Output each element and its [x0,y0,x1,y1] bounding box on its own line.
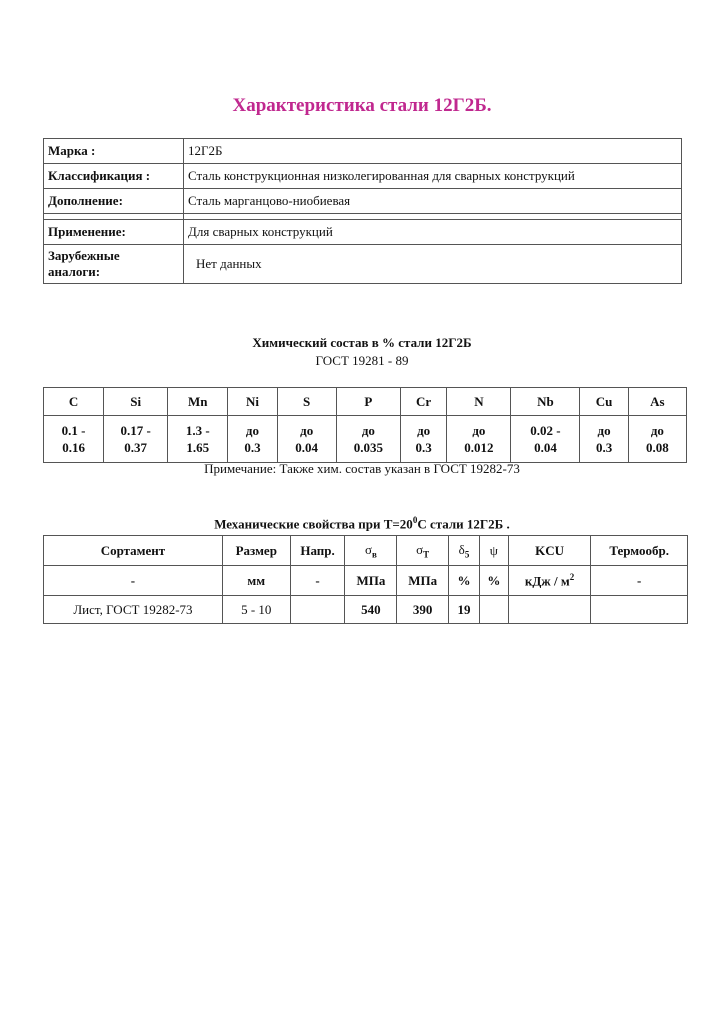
info-label: Классификация : [44,164,184,189]
info-label [44,245,184,284]
info-label: Применение: [44,220,184,245]
mech-data-cell: 540 [345,596,397,624]
mech-data-cell [290,596,345,624]
chem-element: N [447,388,511,416]
mech-data-row [44,596,688,624]
chem-value: до 0.035 [336,416,400,463]
info-row-addition [44,189,682,214]
mech-header-cell: Напр. [290,536,345,566]
chem-element: Cu [580,388,628,416]
chem-element: P [336,388,400,416]
chem-values-row [44,416,687,463]
chem-value: до 0.3 [580,416,628,463]
mech-unit-cell: МПа [345,566,397,596]
mech-header-row [44,536,688,566]
mech-unit-cell: - [591,566,688,596]
chem-element: Mn [168,388,228,416]
chem-value: 0.02 - 0.04 [511,416,580,463]
mech-data-cell [479,596,508,624]
mech-header-cell: Сортамент [44,536,223,566]
info-row-grade [44,139,682,164]
info-label-line: Зарубежные [48,248,120,263]
mech-units-row [44,566,688,596]
mech-data-cell [591,596,688,624]
mech-unit-cell: % [449,566,480,596]
mech-header-cell: $\sigma_в$ [345,536,397,566]
mech-data-cell: 5 - 10 [222,596,290,624]
info-row-classification [44,164,682,189]
chem-value: до 0.3 [228,416,277,463]
chem-element: Nb [511,388,580,416]
chem-heading: Химический состав в % стали 12Г2Б [252,335,472,350]
chem-element: S [277,388,336,416]
mech-header-cell: Термообр. [591,536,688,566]
mech-unit-cell: % [479,566,508,596]
mech-data-cell: Лист, ГОСТ 19282-73 [44,596,223,624]
page-title: Характеристика стали 12Г2Б. [232,95,492,116]
mech-unit-cell: МПа [397,566,449,596]
chem-value: до 0.012 [447,416,511,463]
chem-value: до 0.04 [277,416,336,463]
info-label-line: аналоги: [48,264,101,279]
chem-element: Cr [400,388,446,416]
chem-header-row [44,388,687,416]
mech-unit-cell: мм [222,566,290,596]
chem-element: C [44,388,104,416]
mech-heading: Механические свойства при $Т=20^0С$ стали 12Г2Б . [214,515,510,532]
mech-unit-cell: кДж / $м^2$ [508,566,591,596]
info-value: Для сварных конструкций [184,220,682,245]
mech-header-cell: $\delta_5$ [449,536,480,566]
info-value: Нет данных [184,245,682,284]
mech-header-cell: KCU [508,536,591,566]
mech-unit-cell: - [44,566,223,596]
mech-unit-cell: - [290,566,345,596]
chem-element: Si [104,388,168,416]
info-label: Марка : [44,139,184,164]
info-table [43,138,682,284]
info-row-analogues [44,245,682,284]
chem-element: As [628,388,686,416]
info-label: Дополнение: [44,189,184,214]
chem-value: 0.1 - 0.16 [44,416,104,463]
chem-value: 1.3 - 1.65 [168,416,228,463]
info-value: Сталь конструкционная низколегированная для сварных конструкций [184,164,682,189]
mech-data-cell [508,596,591,624]
chem-value: до 0.3 [400,416,446,463]
mech-header-cell: ψ [479,536,508,566]
chem-element: Ni [228,388,277,416]
chem-note: Примечание: Также хим. состав указан в ГОСТ 19282-73 [204,461,520,476]
info-value: 12Г2Б [184,139,682,164]
mech-data-cell: 19 [449,596,480,624]
mech-table [43,535,688,624]
info-value: Сталь марганцово-ниобиевая [184,189,682,214]
chem-value: 0.17 - 0.37 [104,416,168,463]
chem-standard: ГОСТ 19281 - 89 [315,353,409,368]
chem-value: до 0.08 [628,416,686,463]
mech-header-cell: $\sigma_T$ [397,536,449,566]
mech-data-cell: 390 [397,596,449,624]
mech-header-cell: Размер [222,536,290,566]
chem-table [43,387,687,463]
info-row-application [44,220,682,245]
